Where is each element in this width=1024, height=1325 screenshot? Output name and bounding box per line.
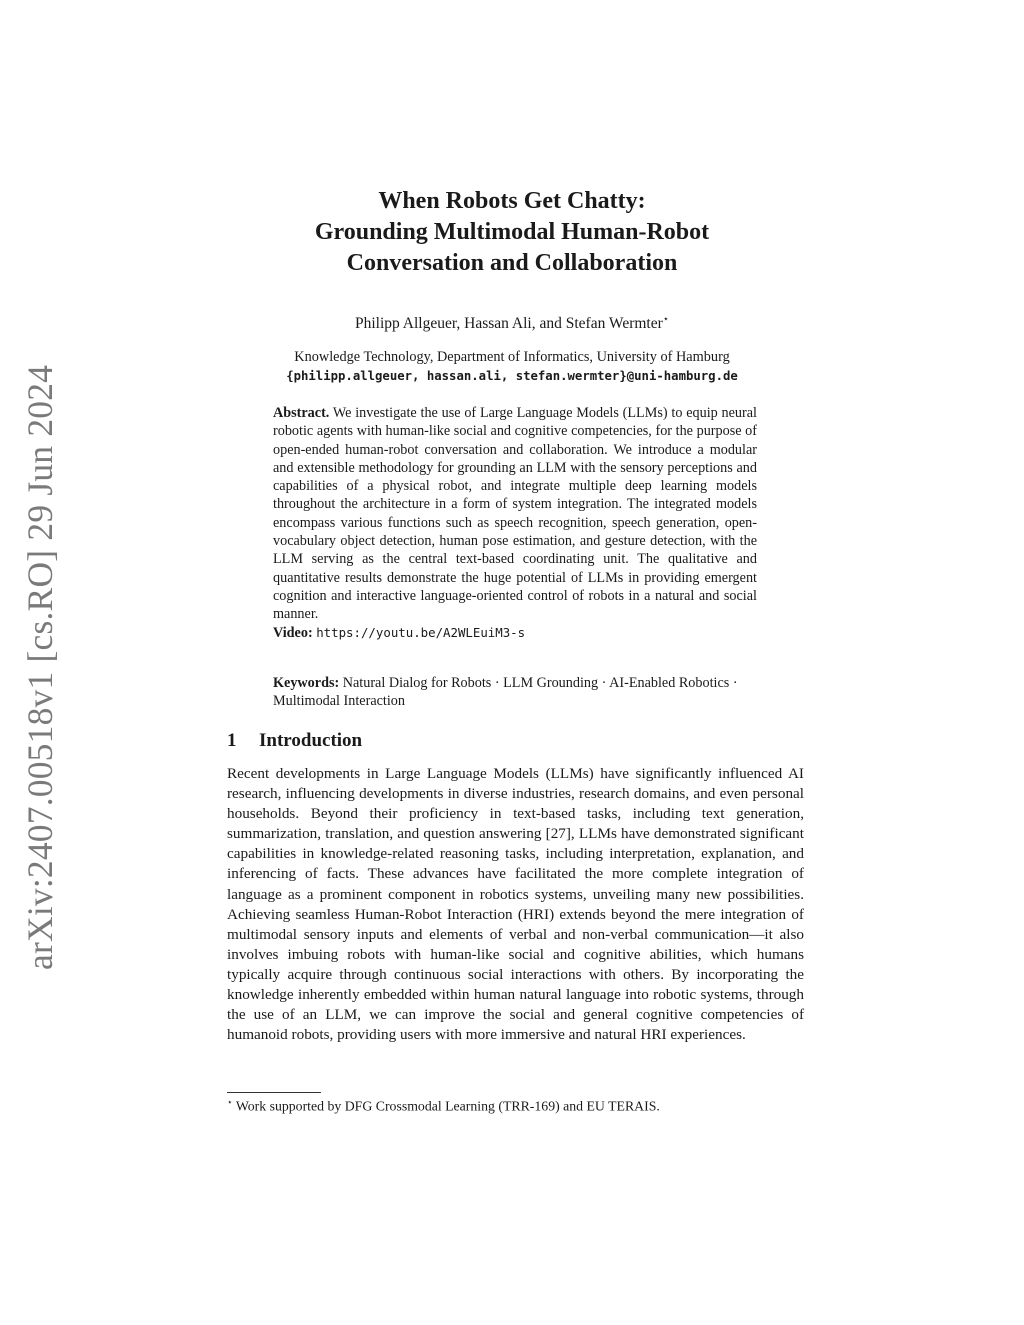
- author-footnote-mark: ⋆: [662, 314, 670, 325]
- section-heading: [227, 730, 362, 752]
- paper-title: [0, 186, 1024, 279]
- title-line-1: When Robots Get Chatty:: [378, 188, 646, 214]
- keywords-text: Natural Dialog for Robots · LLM Grounding · AI-Enabled Robotics · Multimodal Interaction: [273, 675, 738, 710]
- arxiv-identifier: arXiv:2407.00518v1 [cs.RO] 29 Jun 2024: [20, 364, 60, 970]
- abstract: [273, 404, 757, 642]
- footnote-text: Work supported by DFG Crossmodal Learning (TRR-169) and EU TERAIS.: [235, 1098, 660, 1114]
- abstract-label: Abstract.: [273, 405, 330, 421]
- video-label: Video:: [273, 624, 313, 641]
- author-emails: {philipp.allgeuer, hassan.ali, stefan.wermter}@uni-hamburg.de: [286, 369, 738, 383]
- footnote-divider: [227, 1092, 321, 1093]
- keywords-label: Keywords:: [273, 675, 340, 691]
- keywords: [273, 674, 757, 711]
- footnote: [227, 1097, 660, 1115]
- footnote-mark: ⋆: [227, 1097, 233, 1107]
- title-line-2: Grounding Multimodal Human-Robot: [314, 219, 710, 245]
- title-line-3: Conversation and Collaboration: [346, 250, 678, 276]
- video-link[interactable]: https://youtu.be/A2WLEuiM3-s: [316, 624, 526, 640]
- author-names: Philipp Allgeuer, Hassan Ali, and Stefan Wermter: [354, 315, 663, 333]
- abstract-text: We investigate the use of Large Language Models (LLMs) to equip neural robotic agents with human-like social and cognitive competencies, for the purpose of open-ended human-robot conversation and collaboration. We introduce a modular and extensible methodology for grounding an LLM with the sensory perceptions and capabilities of a physical robot, and integrate multiple deep learning models throughout the architecture in a form of system integration. The integrated models encompass various functions such as speech recognition, speech generation, open-vocabulary object detection, human pose estimation, and gesture detection, with the LLM serving as the central text-based coordinating unit. The qualitative and quantitative results demonstrate the huge potential of LLMs in providing emergent cognition and interactive language-oriented control of robots in a natural and social manner.: [273, 405, 757, 623]
- section-title: Introduction: [259, 730, 363, 751]
- section-number: 1: [227, 730, 237, 751]
- affiliation-block: [0, 348, 1024, 386]
- introduction-paragraph: Recent developments in Large Language Models (LLMs) have significantly influenced AI research, influencing developments in diverse industries, research domains, and even personal households. Beyond their proficiency in text-based tasks, including text generation, summarization, translation, and question answering [27], LLMs have demonstrated significant capabilities in knowledge-related reasoning tasks, including interpretation, explanation, and inferencing of facts. These advances have facilitated the more complete integration of language as a prominent component in robotics systems, unveiling many new possibilities. Achieving seamless Human-Robot Interaction (HRI) extends beyond the mere integration of multimodal sensory inputs and elements of verbal and non-verbal communication—it also involves imbuing robots with human-like social and cognitive abilities, which humans typically acquire through continuous social interactions with others. By incorporating the knowledge inherently embedded within human natural language into robotic systems, through the use of an LLM, we can improve the social and general cognitive competencies of humanoid robots, providing users with more immersive and natural HRI experiences.: [227, 765, 804, 1044]
- affiliation: Knowledge Technology, Department of Informatics, University of Hamburg: [294, 349, 730, 365]
- author-list: [0, 314, 1024, 333]
